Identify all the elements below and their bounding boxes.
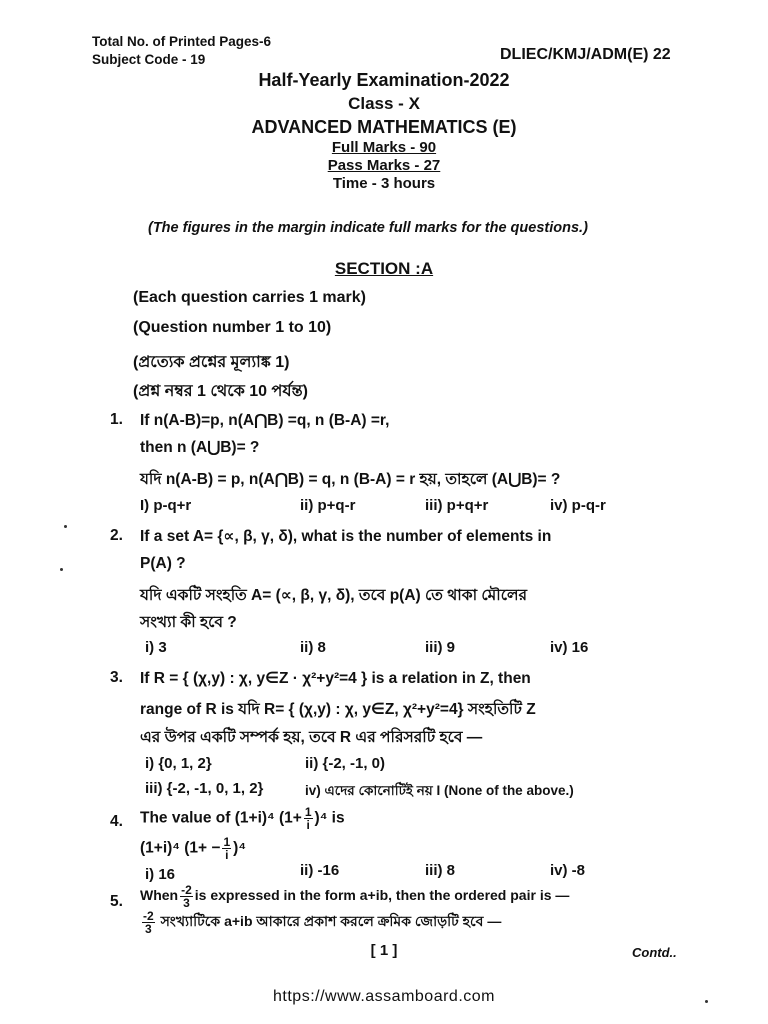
pass-marks-text: Pass Marks - 27: [327, 157, 441, 174]
question-text: [140, 884, 569, 909]
source-url[interactable]: https://www.assamboard.com: [273, 988, 495, 1005]
question-text-bengali: এর উপর একটি সম্পর্ক হয়, তবে R এর পরিসরটি হবে —: [140, 729, 483, 746]
fraction: [304, 806, 313, 831]
question-text: [140, 836, 246, 861]
option: ii) -16: [300, 862, 340, 879]
instruction-line: (প্রত্যেক প্রশ্নের মূল্যাঙ্ক 1): [133, 354, 290, 371]
time-allowed: Time - 3 hours: [332, 175, 436, 192]
question-text-bengali: [140, 910, 501, 935]
fraction-numerator: 1: [304, 805, 312, 819]
instruction-line: (প্রশ্ন নম্বর 1 থেকে 10 পর্যন্ত): [133, 383, 308, 400]
option: i) 3: [145, 639, 167, 656]
question-text-start: When: [140, 887, 179, 904]
question-text: If n(A-B)=p, n(A⋂B) =q, n (B-A) =r,: [140, 412, 390, 429]
question-text-start: (1+i)⁴ (1+ −: [140, 839, 221, 857]
scan-speck: [64, 525, 67, 528]
option: i) 16: [145, 866, 176, 883]
question-text: then n (A⋃B)= ?: [140, 439, 260, 456]
option: ii) 8: [300, 639, 326, 656]
option: iv) 16: [550, 639, 589, 656]
fraction-numerator: -2: [143, 909, 154, 923]
fraction-denominator: 3: [144, 922, 152, 936]
full-marks: [0, 139, 768, 156]
question-text-end: সংখ্যাটিকে a+ib আকারে প্রকাশ করলে ক্রমিক জোড়টি হবে —: [160, 913, 502, 930]
scan-speck: [705, 1000, 708, 1003]
question-number: 3.: [110, 669, 123, 686]
option: iii) 9: [425, 639, 456, 656]
continued-label: Contd..: [632, 945, 677, 960]
option: i) {0, 1, 2}: [145, 755, 212, 772]
instruction-line: (Each question carries 1 mark): [133, 289, 366, 306]
option: iv) -8: [550, 862, 586, 879]
option: iv) এদের কোনোটিই নয় I (None of the above.): [305, 783, 574, 798]
class-label: Class - X: [348, 94, 420, 113]
fraction: [142, 910, 155, 935]
fraction: [180, 884, 193, 909]
section-heading: [0, 259, 768, 279]
option: iv) p-q-r: [550, 497, 606, 514]
question-number: 1.: [110, 411, 123, 428]
subject-title: ADVANCED MATHEMATICS (E): [251, 117, 517, 137]
question-text-end: is expressed in the form a+ib, then the ordered pair is —: [194, 887, 570, 904]
question-text-end: )⁴: [233, 839, 246, 857]
question-text-bengali: যদি একটি সংহতি A= (∝, β, γ, δ), তবে p(A) তে থাকা মৌলের: [140, 587, 528, 604]
option: iii) p+q+r: [425, 497, 489, 514]
question-text: [140, 806, 345, 831]
margin-note: (The figures in the margin indicate full marks for the questions.): [148, 220, 588, 236]
fraction-denominator: i: [306, 818, 310, 832]
question-text: range of R is যদি R= { (χ,y) : χ, y∈Z, χ²+y²=4} সংহতিটি Z: [140, 701, 536, 718]
option: ii) {-2, -1, 0): [305, 755, 386, 772]
option: iii) 8: [425, 862, 456, 879]
header-left: [92, 33, 271, 69]
page-number: [ 1 ]: [370, 942, 398, 959]
instruction-line: (Question number 1 to 10): [133, 319, 332, 336]
question-text-bengali: যদি n(A-B) = p, n(A⋂B) = q, n (B-A) = r হয়, তাহলে (A⋃B)= ?: [140, 471, 561, 488]
paper-code: DLIEC/KMJ/ADM(E) 22: [500, 46, 671, 63]
question-text-start: The value of (1+i)⁴ (1+: [140, 809, 302, 827]
full-marks-text: Full Marks - 90: [331, 139, 437, 156]
fraction-numerator: -2: [181, 883, 192, 897]
question-text-end: )⁴ is: [314, 809, 345, 827]
fraction-numerator: 1: [223, 835, 231, 849]
printed-pages: Total No. of Printed Pages-6: [92, 34, 272, 49]
question-text-bengali: সংখ্যা কী হবে ?: [140, 614, 237, 631]
question-number: 4.: [110, 813, 123, 830]
option: I) p-q+r: [140, 497, 192, 514]
question-number: 2.: [110, 527, 123, 544]
question-number: 5.: [110, 893, 123, 910]
question-text: P(A) ?: [140, 555, 186, 572]
fraction-denominator: 3: [183, 896, 190, 910]
exam-title: Half-Yearly Examination-2022: [258, 70, 510, 90]
question-text: If R = { (χ,y) : χ, y∈Z · χ²+y²=4 } is a relation in Z, then: [140, 670, 531, 687]
option: iii) {-2, -1, 0, 1, 2}: [145, 780, 264, 797]
fraction-denominator: i: [225, 848, 229, 862]
section-title: SECTION :A: [334, 259, 434, 278]
scan-speck: [60, 568, 63, 571]
pass-marks: [0, 157, 768, 174]
fraction: [222, 836, 231, 861]
option: ii) p+q-r: [300, 497, 356, 514]
subject-code: Subject Code - 19: [92, 52, 206, 67]
question-text: If a set A= {∝, β, γ, δ), what is the number of elements in: [140, 528, 552, 545]
